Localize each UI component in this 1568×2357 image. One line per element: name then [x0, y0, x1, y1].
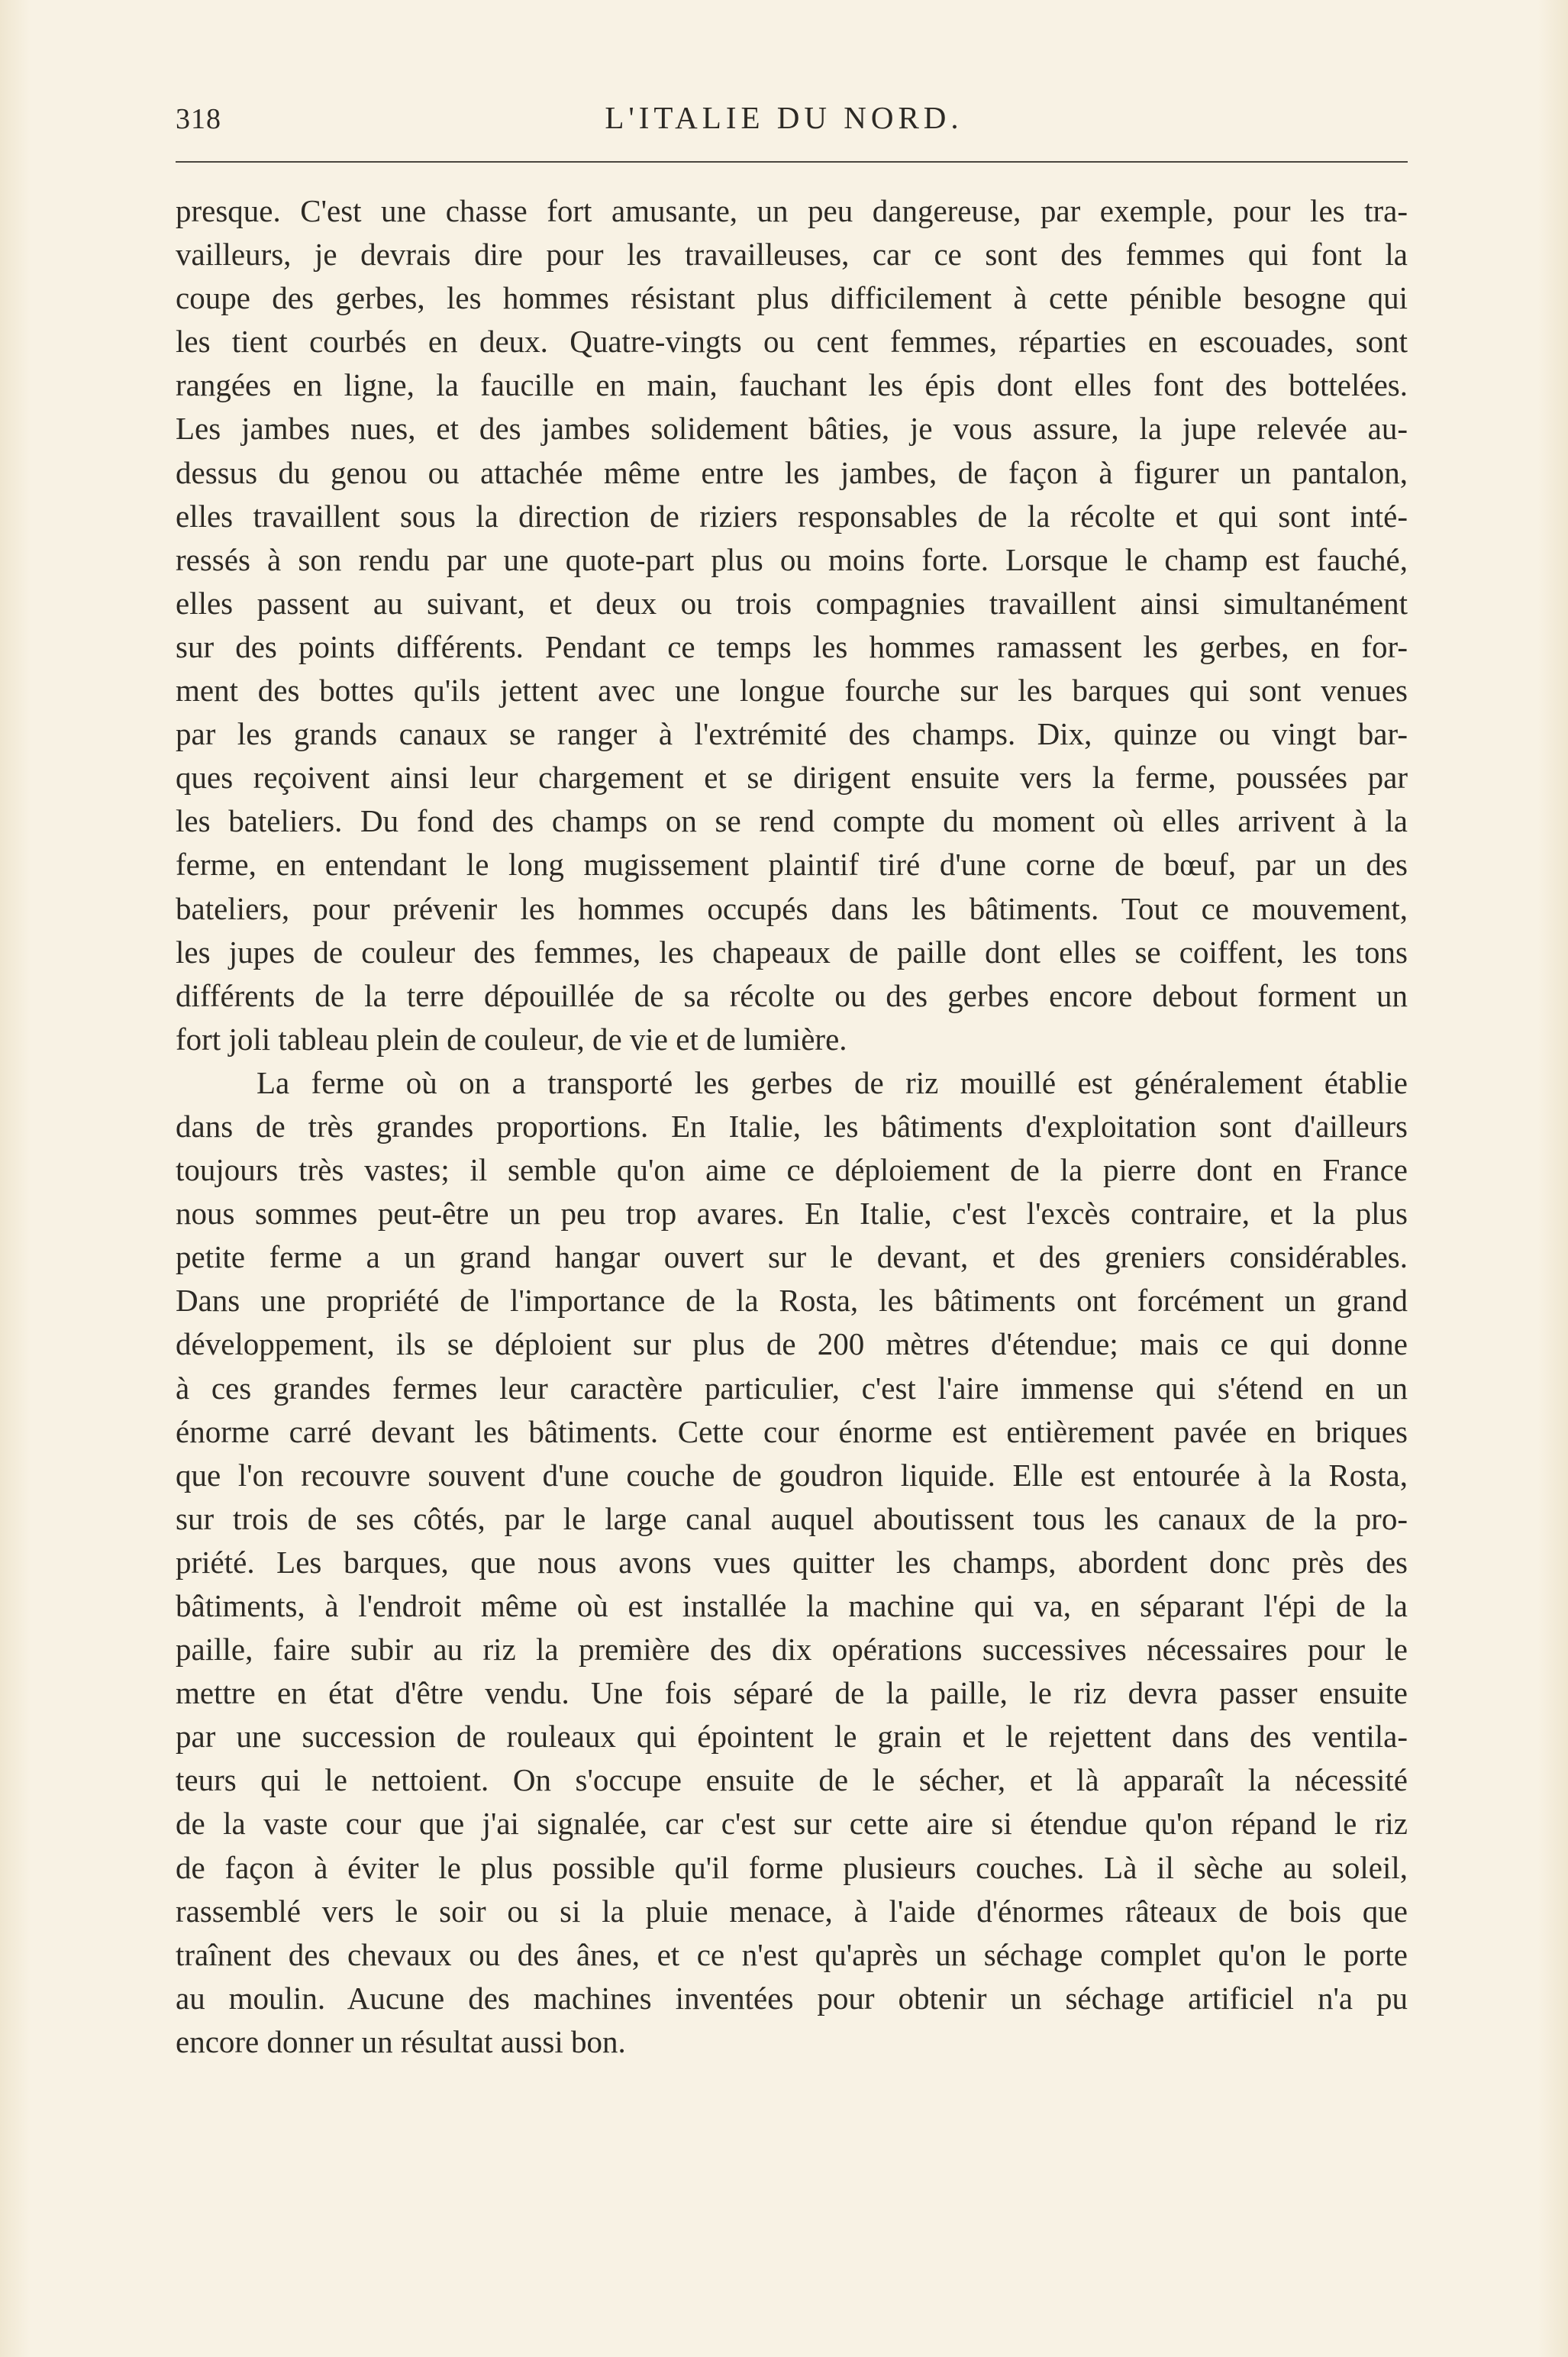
text-line: teurs qui le nettoient. On s'occupe ensuite de le sécher, et là apparaît la nécessité — [176, 1762, 1408, 1798]
text-line: sur des points différents. Pendant ce temps les hommes ramassent les gerbes, en for- — [176, 628, 1408, 664]
text-line: dans de très grandes proportions. En Italie, les bâtiments d'exploitation sont d'ailleurs — [176, 1108, 1408, 1144]
text-line: différents de la terre dépouillée de sa récolte ou des gerbes encore debout forment un — [176, 977, 1408, 1013]
text-line: au moulin. Aucune des machines inventées pour obtenir un séchage artificiel n'a pu — [176, 1980, 1408, 2016]
text-line: sur trois de ses côtés, par le large canal auquel aboutissent tous les canaux de la pro- — [176, 1500, 1408, 1536]
body-text — [176, 189, 1408, 2064]
text-line: elles passent au suivant, et deux ou trois compagnies travaillent ainsi simultanément — [176, 585, 1408, 621]
text-line: les jupes de couleur des femmes, les chapeaux de paille dont elles se coiffent, les tons — [176, 934, 1408, 970]
text-line: que l'on recouvre souvent d'une couche de goudron liquide. Elle est entourée à la Rosta, — [176, 1457, 1408, 1493]
text-line: Les jambes nues, et des jambes solidement bâties, je vous assure, la jupe relevée au- — [176, 411, 1408, 447]
text-line: presque. C'est une chasse fort amusante, un peu dangereuse, par exemple, pour les tra- — [176, 193, 1408, 228]
text-line: traînent des chevaux ou des ânes, et ce n'est qu'après un séchage complet qu'on le porte — [176, 1936, 1408, 1972]
text-line: les bateliers. Du fond des champs on se rend compte du moment où elles arrivent à la — [176, 803, 1408, 839]
text-line: priété. Les barques, que nous avons vues quitter les champs, abordent donc près des — [176, 1544, 1408, 1580]
text-line: bâtiments, à l'endroit même où est installée la machine qui va, en séparant l'épi de la — [176, 1588, 1408, 1623]
text-line: ment des bottes qu'ils jettent avec une longue fourche sur les barques qui sont venues — [176, 673, 1408, 709]
text-line: mettre en état d'être vendu. Une fois séparé de la paille, le riz devra passer ensuite — [176, 1675, 1408, 1711]
text-line: énorme carré devant les bâtiments. Cette cour énorme est entièrement pavée en briques — [176, 1413, 1408, 1449]
text-line: par une succession de rouleaux qui épointent le grain et le rejettent dans des ventila- — [176, 1719, 1408, 1755]
text-line: bateliers, pour prévenir les hommes occupés dans les bâtiments. Tout ce mouvement, — [176, 890, 1408, 926]
text-line: ferme, en entendant le long mugissement plaintif tiré d'une corne de bœuf, par un des — [176, 847, 1408, 883]
text-line: rassemblé vers le soir ou si la pluie menace, à l'aide d'énormes râteaux de bois que — [176, 1893, 1408, 1929]
text-line: vailleurs, je devrais dire pour les travailleuses, car ce sont des femmes qui font la — [176, 237, 1408, 273]
text-line: encore donner un résultat aussi bon. — [176, 2023, 626, 2059]
text-line: ressés à son rendu par une quote-part plus ou moins forte. Lorsque le champ est fauché, — [176, 541, 1408, 577]
text-line: nous sommes peut-être un peu trop avares. En Italie, c'est l'excès contraire, et la plus — [176, 1196, 1408, 1232]
text-line: fort joli tableau plein de couleur, de vie et de lumière. — [176, 1021, 847, 1057]
text-line: paille, faire subir au riz la première des dix opérations successives nécessaires pour le — [176, 1632, 1408, 1668]
text-line: coupe des gerbes, les hommes résistant plus difficilement à cette pénible besogne qui — [176, 280, 1408, 316]
text-line: La ferme où on a transporté les gerbes de riz mouillé est généralement établie — [256, 1064, 1408, 1100]
text-line: ques reçoivent ainsi leur chargement et se dirigent ensuite vers la ferme, poussées par — [176, 760, 1408, 796]
text-line: elles travaillent sous la direction de riziers responsables de la récolte et qui sont inté- — [176, 498, 1408, 534]
page-number: 318 — [176, 103, 221, 135]
text-line: à ces grandes fermes leur caractère particulier, c'est l'aire immense qui s'étend en un — [176, 1370, 1408, 1406]
text-line: de façon à éviter le plus possible qu'il forme plusieurs couches. Là il sèche au soleil, — [176, 1849, 1408, 1885]
text-line: développement, ils se déploient sur plus de 200 mètres d'étendue; mais ce qui donne — [176, 1326, 1408, 1362]
text-line: rangées en ligne, la faucille en main, fauchant les épis dont elles font des bottelées. — [176, 367, 1408, 403]
text-line: par les grands canaux se ranger à l'extrémité des champs. Dix, quinze ou vingt bar- — [176, 716, 1408, 752]
text-line: toujours très vastes; il semble qu'on aime ce déploiement de la pierre dont en France — [176, 1152, 1408, 1188]
text-line: dessus du genou ou attachée même entre les jambes, de façon à figurer un pantalon, — [176, 454, 1408, 490]
running-title: L'ITALIE DU NORD. — [605, 100, 963, 135]
text-line: de la vaste cour que j'ai signalée, car c'est sur cette aire si étendue qu'on répand le riz — [176, 1806, 1408, 1842]
header-rule — [176, 161, 1408, 163]
text-line: Dans une propriété de l'importance de la Rosta, les bâtiments ont forcément un grand — [176, 1283, 1408, 1319]
text-line: petite ferme a un grand hangar ouvert sur le devant, et des greniers considérables. — [176, 1239, 1408, 1275]
text-line: les tient courbés en deux. Quatre-vingts ou cent femmes, réparties en escouades, sont — [176, 324, 1408, 360]
